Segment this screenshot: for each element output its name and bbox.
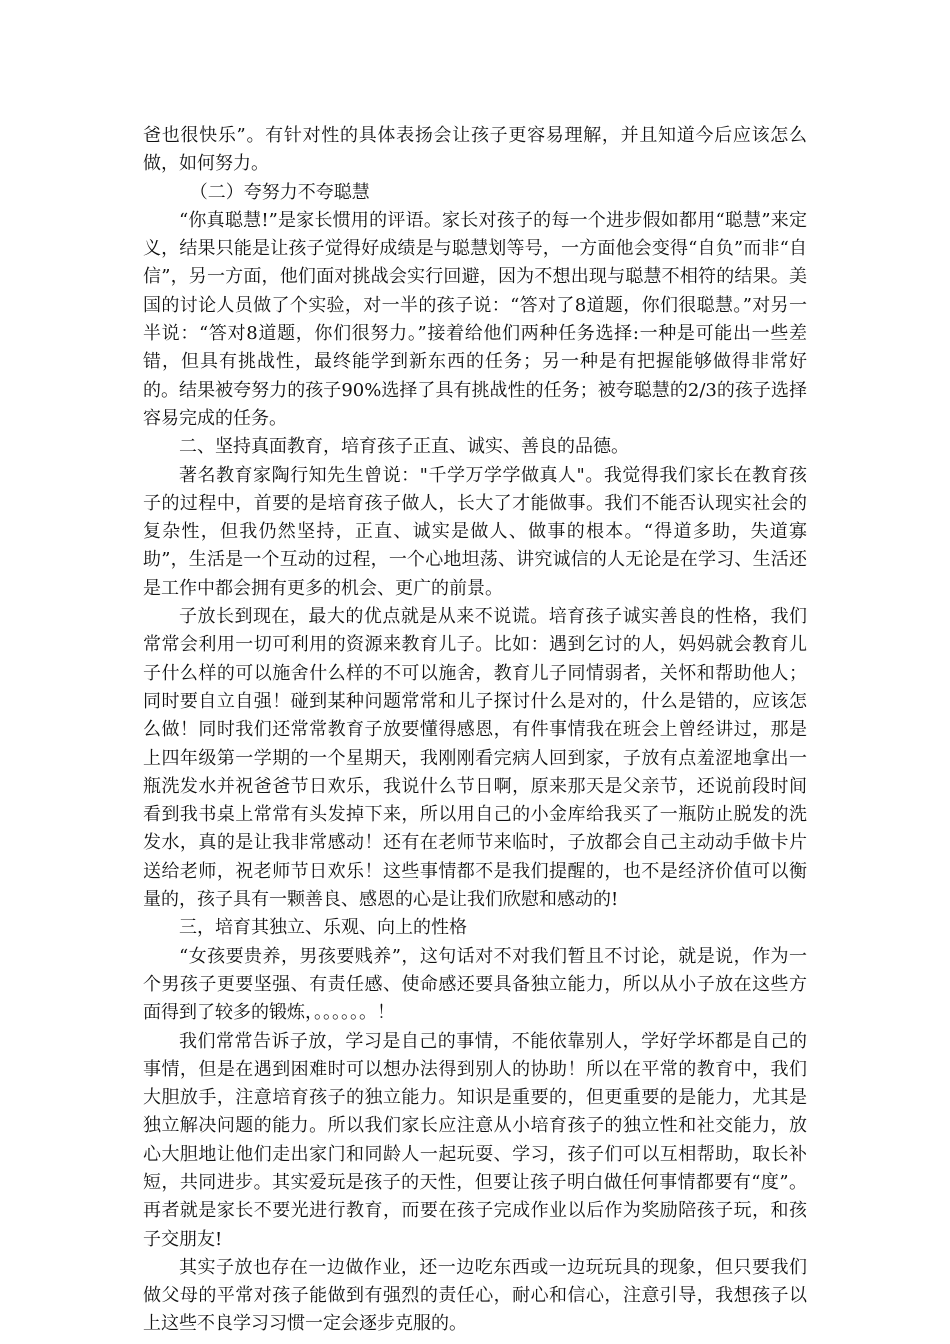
heading-section-two: 二、坚持真面教育，培育孩子正直、诚实、善良的品德。 [179,436,629,458]
paragraph-clever-praise: “你真聪慧!”是家长惯用的评语。家长对孩子的每一个进步假如都用“聪慧”来定义，结果只能是让孩子觉得好成绩是与聪慧划等号，一方面他会变得“自负”而非“自信”，另一方面，他们面对挑战会实行回避，因为不想出现与聪慧不相符的结果。美国的讨论人员做了个实验，对一半的孩子说：“答对了8道题，你们很聪慧。”对另一半说：“答对8道题，你们很努力。”接着给他们两种任务选择:一种是可能出一些差错，但具有挑战性，最终能学到新东西的任务；另一种是有把握能够做得非常好的。结果被夸努力的孩子90%选择了具有挑战性的任务；被夸聪慧的2/3的孩子选择容易完成的任务。 [143,209,807,429]
paragraph-continuation: 爸也很快乐”。有针对性的具体表扬会让孩子更容易理解，并且知道今后应该怎么做，如何努力。 [143,125,807,175]
heading-section-three: 三，培育其独立、乐观、向上的性格 [179,917,467,939]
paragraph-tao-xingzhi: 著名教育家陶行知先生曾说："千学万学学做真人"。我觉得我们家长在教育孩子的过程中，首要的是培育孩子做人，长大了才能做事。我们不能否认现实社会的复杂性，但我仍然坚持，正直、诚实是做人、做事的根本。“得道多助，失道寡助”，生活是一个互动的过程，一个心地坦荡、讲究诚信的人无论是在学习、生活还是工作中都会拥有更多的机会、更广的前景。 [143,464,807,599]
paragraph-boys-raising: “女孩要贵养，男孩要贱养”，这句话对不对我们暂且不讨论，就是说，作为一个男孩子更要坚强、有责任感、使命感还要具备独立能力，所以从小子放在这些方面得到了较多的锻炼，。。。。。。！ [143,945,807,1024]
paragraph-independence: 我们常常告诉子放，学习是自己的事情，不能依靠别人，学好学坏都是自己的事情，但是在遇到困难时可以想办法得到别人的协助！所以在平常的教育中，我们大胆放手，注意培育孩子的独立能力。知识是重要的，但更重要的是能力，尤其是独立解决问题的能力。所以我们家长应注意从小培育孩子的独立性和社交能力，放心大胆地让他们走出家门和同龄人一起玩耍、学习，孩子们可以互相帮助，取长补短，共同进步。其实爱玩是孩子的天性，但要让孩子明白做任何事情都要有“度”。再者就是家长不要光进行教育，而要在孩子完成作业以后作为奖励陪孩子玩，和孩子交朋友! [143,1030,807,1250]
paragraph-habits: 其实子放也存在一边做作业，还一边吃东西或一边玩玩具的现象，但只要我们做父母的平常对孩子能做到有强烈的责任心，耐心和信心，注意引导，我想孩子以上这些不良学习习惯一定会逐步克服的。 [143,1256,807,1335]
document-body [143,122,807,1339]
paragraph-honesty: 子放长到现在，最大的优点就是从来不说谎。培育孩子诚实善良的性格，我们常常会利用一切可利用的资源来教育儿子。比如：遇到乞讨的人，妈妈就会教育儿子什么样的可以施舍什么样的不可以施舍，教育儿子同情弱者，关怀和帮助他人；同时要自立自强！碰到某种问题常常和儿子探讨什么是对的，什么是错的，应该怎么做！同时我们还常常教育子放要懂得感恩，有件事情我在班会上曾经讲过，那是上四年级第一学期的一个星期天，我刚刚看完病人回到家，子放有点羞涩地拿出一瓶洗发水并祝爸爸节日欢乐，我说什么节日啊，原来那天是父亲节，还说前段时间看到我书桌上常常有头发掉下来，所以用自己的小金库给我买了一瓶防止脱发的洗发水，真的是让我非常感动！还有在老师节来临时，子放都会自己主动动手做卡片送给老师，祝老师节日欢乐！这些事情都不是我们提醒的，也不是经济价值可以衡量的，孩子具有一颗善良、感恩的心是让我们欣慰和感动的! [143,606,807,911]
subheading-praise-effort: （二）夸努力不夸聪慧 [189,181,370,203]
